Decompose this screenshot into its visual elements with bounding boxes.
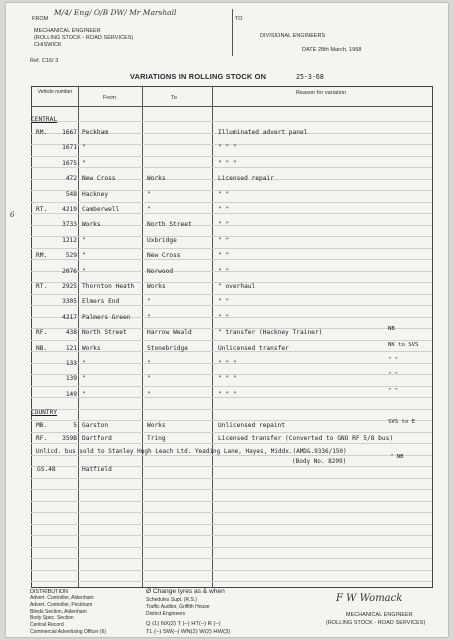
to-cell: Uxbridge	[147, 236, 177, 244]
from-cell: Works	[82, 221, 101, 229]
to-cell: "	[147, 375, 151, 383]
ruled-line	[31, 524, 432, 525]
sold-note: Unlicd. bus sold to Stanley Hugh Leach Ltd. Yeading Lane, Hayes, Middx.(AMD&.9336/150)	[36, 448, 347, 455]
reason-extra: NK to SVS	[388, 341, 419, 348]
col-header-vehicle: Vehicle number	[37, 89, 73, 95]
ruled-line	[31, 512, 432, 513]
from-cell: Camberwell	[82, 206, 120, 213]
ruled-line	[31, 156, 432, 157]
ruled-line	[31, 121, 432, 122]
from-cell: "	[82, 390, 86, 398]
reason-cell: " "	[218, 221, 230, 229]
reason-extra: " "	[388, 387, 399, 394]
vehicle-class: MB.	[36, 422, 48, 429]
reason-cell: " transfer (Hackney Trainer)	[218, 329, 323, 337]
reason-cell: " "	[218, 267, 230, 275]
depot-codes-line-2: TL (–) SW(–) WN(2) W(2) HW(3)	[146, 629, 231, 635]
vehicle-class: RF.	[36, 434, 48, 442]
distribution-item: Body Spec. Section	[30, 615, 74, 622]
from-cell: Elmers End	[82, 298, 120, 306]
vehicle-number: 133	[65, 360, 77, 367]
depot-codes-line-1: Q (1) NX(2) T (–) HT(–) R (–)	[146, 621, 221, 627]
vehicle-number: 121	[65, 344, 77, 352]
vehicle-number: 529	[65, 252, 77, 260]
ruled-line	[31, 570, 432, 571]
vehicle-number: 438	[65, 329, 77, 337]
vehicle-number: 359B	[62, 434, 77, 442]
to-label: TO	[235, 16, 243, 22]
from-cell: "	[82, 236, 86, 244]
ruled-line	[31, 236, 432, 237]
to-cell: New Cross	[147, 252, 181, 260]
sold-note-extra: " NB	[390, 454, 404, 460]
reason-cell: " "	[218, 298, 230, 306]
vehicle-number: 3733	[62, 221, 77, 229]
to-cell: Harrow Weald	[147, 329, 192, 337]
to-cell: Works	[147, 422, 166, 429]
distribution-item: Advert. Controller, Aldenham	[30, 595, 94, 601]
vehicle-number: 548	[65, 190, 77, 198]
from-cell: Thornton Heath	[82, 283, 135, 290]
table-header-rule	[31, 106, 432, 107]
ruled-line	[31, 294, 432, 295]
ruled-line	[31, 420, 432, 421]
page-title: VARIATIONS IN ROLLING STOCK ON	[130, 72, 267, 81]
sold-note-body: (Body No. 8209)	[292, 458, 347, 465]
signature-subtitle: (ROLLING STOCK - ROAD SERVICES)	[326, 620, 426, 626]
reason-extra: " "	[388, 357, 399, 363]
ruled-line	[31, 409, 432, 410]
reason-cell: " "	[218, 236, 230, 244]
to-cell: "	[147, 206, 151, 213]
margin-mark: 6	[10, 211, 15, 219]
from-cell: "	[82, 144, 86, 152]
reason-cell: Illuminated advert panel	[218, 129, 308, 136]
from-cell: Palmers Green	[82, 313, 131, 321]
document-date: DATE 28th March, 1968	[302, 47, 362, 53]
reason-cell: Licensed repair	[218, 175, 274, 183]
to-cell: "	[147, 190, 151, 198]
reason-cell: " " "	[218, 144, 237, 152]
to-cell: Works	[147, 283, 166, 290]
distribution-item: Central Record	[30, 622, 64, 629]
from-cell: "	[82, 360, 86, 367]
ruled-line	[31, 501, 432, 502]
from-cell: Peckham	[82, 129, 109, 136]
recipient-item: District Engineers	[146, 610, 186, 617]
reason-cell: Licensed transfer (Converted to GNO RF 5/8 bus)	[218, 434, 394, 442]
ruled-line	[31, 535, 432, 536]
ruled-line	[31, 432, 432, 433]
section-central: CENTRAL	[31, 116, 58, 123]
from-cell: Hackney	[82, 190, 109, 198]
from-cell: New Cross	[82, 175, 116, 183]
col-header-from: From	[103, 95, 116, 101]
to-cell: Norwood	[147, 267, 174, 275]
reason-extra: " "	[388, 372, 399, 379]
ruled-line	[31, 271, 432, 272]
from-cell: "	[82, 375, 86, 383]
reason-extra: SVS to E	[388, 419, 415, 425]
distribution-item: Blinds Section, Aldenham	[30, 608, 87, 615]
ruled-line	[31, 386, 432, 387]
col-header-reason: Reason for variation	[296, 90, 347, 96]
reason-extra: NB	[388, 326, 395, 333]
distribution-title: DISTRIBUTION	[30, 589, 69, 595]
to-cell: Tring	[147, 434, 166, 442]
ruled-line	[31, 547, 432, 548]
reason-cell: " "	[218, 190, 230, 198]
reason-cell: " " "	[218, 159, 237, 167]
from-cell: Works	[82, 344, 101, 352]
vehicle-class: RF.	[36, 329, 48, 337]
to-cell: Works	[147, 175, 166, 183]
vehicle-number: 5	[73, 422, 77, 429]
to-cell: Stonebridge	[147, 344, 188, 352]
ruled-line	[31, 558, 432, 559]
reason-cell: " overhaul	[218, 283, 256, 290]
to-cell: "	[147, 313, 151, 321]
ruled-line	[31, 581, 432, 582]
title-date: 25-3-68	[296, 73, 324, 81]
reason-cell: Unlicensed transfer	[218, 344, 289, 352]
vehicle-number: 149	[65, 390, 77, 398]
signature-title: MECHANICAL ENGINEER	[346, 612, 413, 618]
ruled-line	[31, 478, 432, 479]
vehicle-number: 2925	[62, 283, 77, 290]
ruled-line	[31, 259, 432, 260]
from-handwritten-note: M/4/ Eng/ O/B DW/ Mr Marshall	[54, 8, 177, 17]
reason-cell: " " "	[218, 375, 237, 383]
from-line-3: CHISWICK	[34, 42, 62, 48]
col-header-to: To	[171, 95, 177, 101]
header-divider	[232, 9, 233, 56]
to-cell: North Street	[147, 221, 192, 229]
reason-cell: " " "	[218, 360, 237, 367]
vehicle-class: RT.	[36, 283, 48, 290]
reason-cell: " "	[218, 252, 230, 260]
recipient-item: Traffic Auditor, Griffith House	[146, 603, 210, 610]
reason-cell: " " "	[218, 390, 237, 398]
from-cell: Garston	[82, 422, 109, 429]
vehicle-number: 4219	[62, 206, 77, 213]
ruled-line	[31, 213, 432, 214]
from-cell: "	[82, 252, 86, 260]
from-cell: North Street	[82, 329, 127, 337]
to-cell: "	[147, 298, 151, 306]
tyres-note: Ø Change tyres as & when	[146, 588, 225, 595]
reference: Ref. C16/ 3	[30, 58, 59, 64]
to-line: DIVISIONAL ENGINEERS	[260, 33, 326, 39]
distribution-item: Commercial Advertising Officer (6)	[30, 629, 107, 635]
ruled-line	[31, 340, 432, 341]
distribution-item: Advert. Controller, Peckham	[30, 601, 93, 608]
vehicle-class: NB.	[36, 344, 48, 352]
from-cell: "	[82, 267, 86, 275]
vehicle-number: 1212	[62, 236, 77, 244]
ruled-line	[31, 167, 432, 168]
ruled-line	[31, 202, 432, 203]
from-line-1: MECHANICAL ENGINEER	[34, 28, 101, 34]
signature: F W Womack	[336, 593, 403, 604]
reason-cell: Unlicensed repaint	[218, 422, 286, 429]
from-line-2: (ROLLING STOCK - ROAD SERVICES)	[34, 35, 134, 41]
ruled-line	[31, 489, 432, 490]
from-cell: "	[82, 159, 86, 167]
vehicle-number: 1675	[62, 159, 77, 167]
vehicle-class: RM.	[36, 129, 48, 136]
last-row-class: GS.48	[37, 466, 56, 473]
last-row-from: Hatfield	[82, 466, 112, 473]
vehicle-number: 472	[65, 175, 77, 183]
ruled-line	[31, 248, 432, 249]
to-cell: "	[147, 390, 151, 398]
vehicle-number: 3305	[62, 298, 77, 306]
vehicle-number: 4217	[62, 313, 77, 321]
vehicle-number: 2076	[62, 267, 77, 275]
reason-cell: " "	[218, 313, 230, 321]
ruled-line	[31, 443, 432, 444]
from-label: FROM	[32, 16, 49, 22]
reason-cell: " "	[218, 206, 230, 213]
vehicle-class: RM.	[36, 252, 48, 260]
vehicle-class: RT.	[36, 206, 48, 213]
document-sheet	[6, 3, 448, 637]
vehicle-number: 139	[65, 375, 77, 383]
vehicle-number: 1667	[62, 129, 77, 136]
section-country: COUNTRY	[31, 409, 58, 416]
recipient-item: Schedules Supt. (R.S.)	[146, 597, 197, 603]
to-cell: "	[147, 360, 151, 367]
from-cell: Dartford	[82, 434, 112, 442]
vehicle-number: 1671	[62, 144, 77, 152]
